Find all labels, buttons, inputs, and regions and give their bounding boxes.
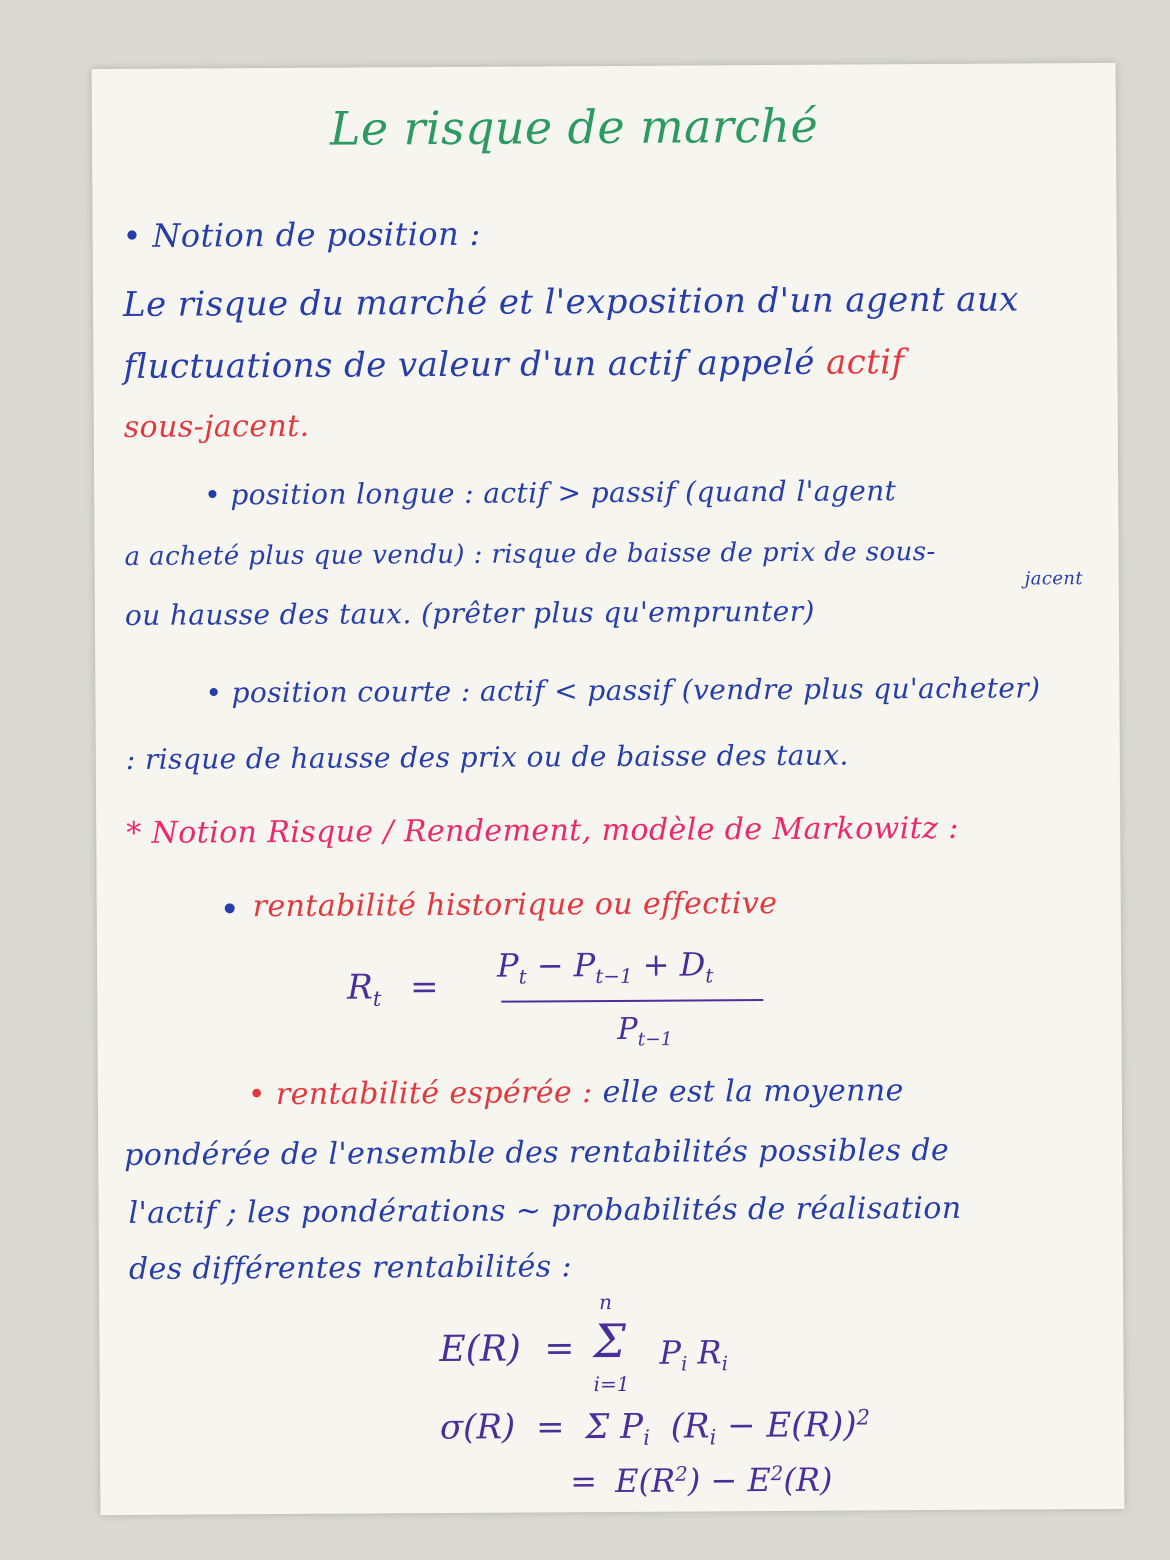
- formula-rt-num-sub1: t: [518, 965, 527, 989]
- formula-var2-b-sup: 2: [770, 1462, 784, 1486]
- formula-rt-den-p: P: [617, 1011, 638, 1047]
- formula-var2-a: E(R: [615, 1461, 676, 1500]
- long-position-line-3: ou hausse des taux. (prêter plus qu'emprunter): [124, 594, 815, 632]
- formula-rt-num-sub2: t−1: [595, 964, 633, 989]
- formula-er-r-sub: i: [721, 1352, 729, 1376]
- formula-rt-num-mid: − P: [526, 946, 596, 985]
- formula-rt-r: R: [347, 967, 373, 1008]
- expected-return-line-2: pondérée de l'ensemble des rentabilités possibles de: [124, 1132, 950, 1173]
- page-title: Le risque de marché: [329, 98, 819, 156]
- formula-var-r-sub: i: [709, 1424, 717, 1450]
- formula-rt-num-sub3: t: [705, 964, 714, 988]
- definition-actif: actif: [825, 342, 905, 383]
- bullet-expected-return-text: elle est la moyenne: [602, 1073, 904, 1111]
- long-position-line-1: • position longue : actif > passif (quand l'agent: [204, 474, 897, 512]
- formula-er: [439, 1328, 574, 1370]
- bullet-dot: [225, 903, 235, 913]
- formula-er-sum-bottom: i=1: [593, 1371, 630, 1397]
- paper-sheet: [92, 63, 1125, 1515]
- formula-er-sum: Σ: [593, 1313, 627, 1369]
- formula-variance-line-1: [440, 1404, 870, 1451]
- expected-return-line-4: des différentes rentabilités :: [128, 1249, 573, 1287]
- formula-er-sum-top: n: [599, 1289, 613, 1315]
- formula-var-p-sub: i: [643, 1424, 650, 1450]
- formula-rt-fraction-bar: [501, 999, 763, 1003]
- formula-er-eq: =: [544, 1328, 575, 1370]
- formula-var-sq: 2: [856, 1404, 871, 1430]
- section-heading-position: • Notion de position :: [122, 214, 481, 255]
- formula-var-eq: =: [535, 1406, 565, 1448]
- formula-rt-num-end: + D: [632, 945, 706, 984]
- formula-er-r: R: [697, 1333, 722, 1372]
- bullet-expected-return-label: • rentabilité espérée :: [247, 1075, 593, 1113]
- definition-line-2-text: fluctuations de valeur d'un actif appelé: [123, 342, 815, 387]
- formula-rt-numerator: [497, 945, 713, 988]
- formula-var-rest: − E(R)): [716, 1405, 857, 1446]
- formula-rt-r-sub: t: [372, 985, 382, 1011]
- short-position-line-1: • position courte : actif < passif (vendre plus qu'acheter): [205, 671, 1041, 710]
- bullet-historical-return: [225, 887, 778, 923]
- formula-rt-denominator: [617, 1012, 672, 1051]
- formula-variance-line-2: [570, 1461, 832, 1501]
- formula-var-sum: Σ P: [585, 1406, 644, 1447]
- bullet-historical-return-text: rentabilité historique ou effective: [252, 885, 778, 925]
- formula-var2-c: (R): [783, 1460, 833, 1499]
- definition-line-2: [123, 344, 904, 386]
- formula-er-term: [659, 1333, 728, 1375]
- formula-var2-b: ) − E: [687, 1461, 771, 1500]
- formula-var2-eq: =: [570, 1462, 598, 1501]
- long-position-line-2-text: a acheté plus que vendu) : risque de baisse de prix de sous-: [124, 536, 936, 572]
- formula-er-lhs: E(R): [439, 1328, 522, 1371]
- bullet-expected-return: [248, 1074, 904, 1111]
- short-position-line-2: : risque de hausse des prix ou de baisse des taux.: [125, 738, 849, 776]
- formula-var-lhs: σ(R): [439, 1407, 516, 1448]
- definition-line-3: sous-jacent.: [123, 408, 310, 445]
- definition-line-1: Le risque du marché et l'exposition d'un agent aux: [122, 279, 1019, 325]
- section-heading-markowitz: * Notion Risque / Rendement, modèle de Markowitz :: [126, 810, 959, 851]
- formula-rt-num-p: P: [496, 946, 519, 985]
- formula-var-r: (R: [670, 1405, 710, 1447]
- expected-return-line-3: l'actif ; les pondérations ~ probabilités de réalisation: [128, 1190, 962, 1231]
- formula-er-p: P: [659, 1333, 682, 1372]
- formula-rt-eq: =: [409, 967, 439, 1008]
- formula-rt-den-sub: t−1: [637, 1029, 673, 1051]
- formula-var2-a-sup: 2: [675, 1462, 688, 1486]
- formula-rt-lhs: [347, 967, 439, 1011]
- long-position-line-2: [124, 538, 935, 572]
- long-position-note: jacent: [1024, 568, 1084, 590]
- formula-er-p-sub: i: [680, 1352, 688, 1376]
